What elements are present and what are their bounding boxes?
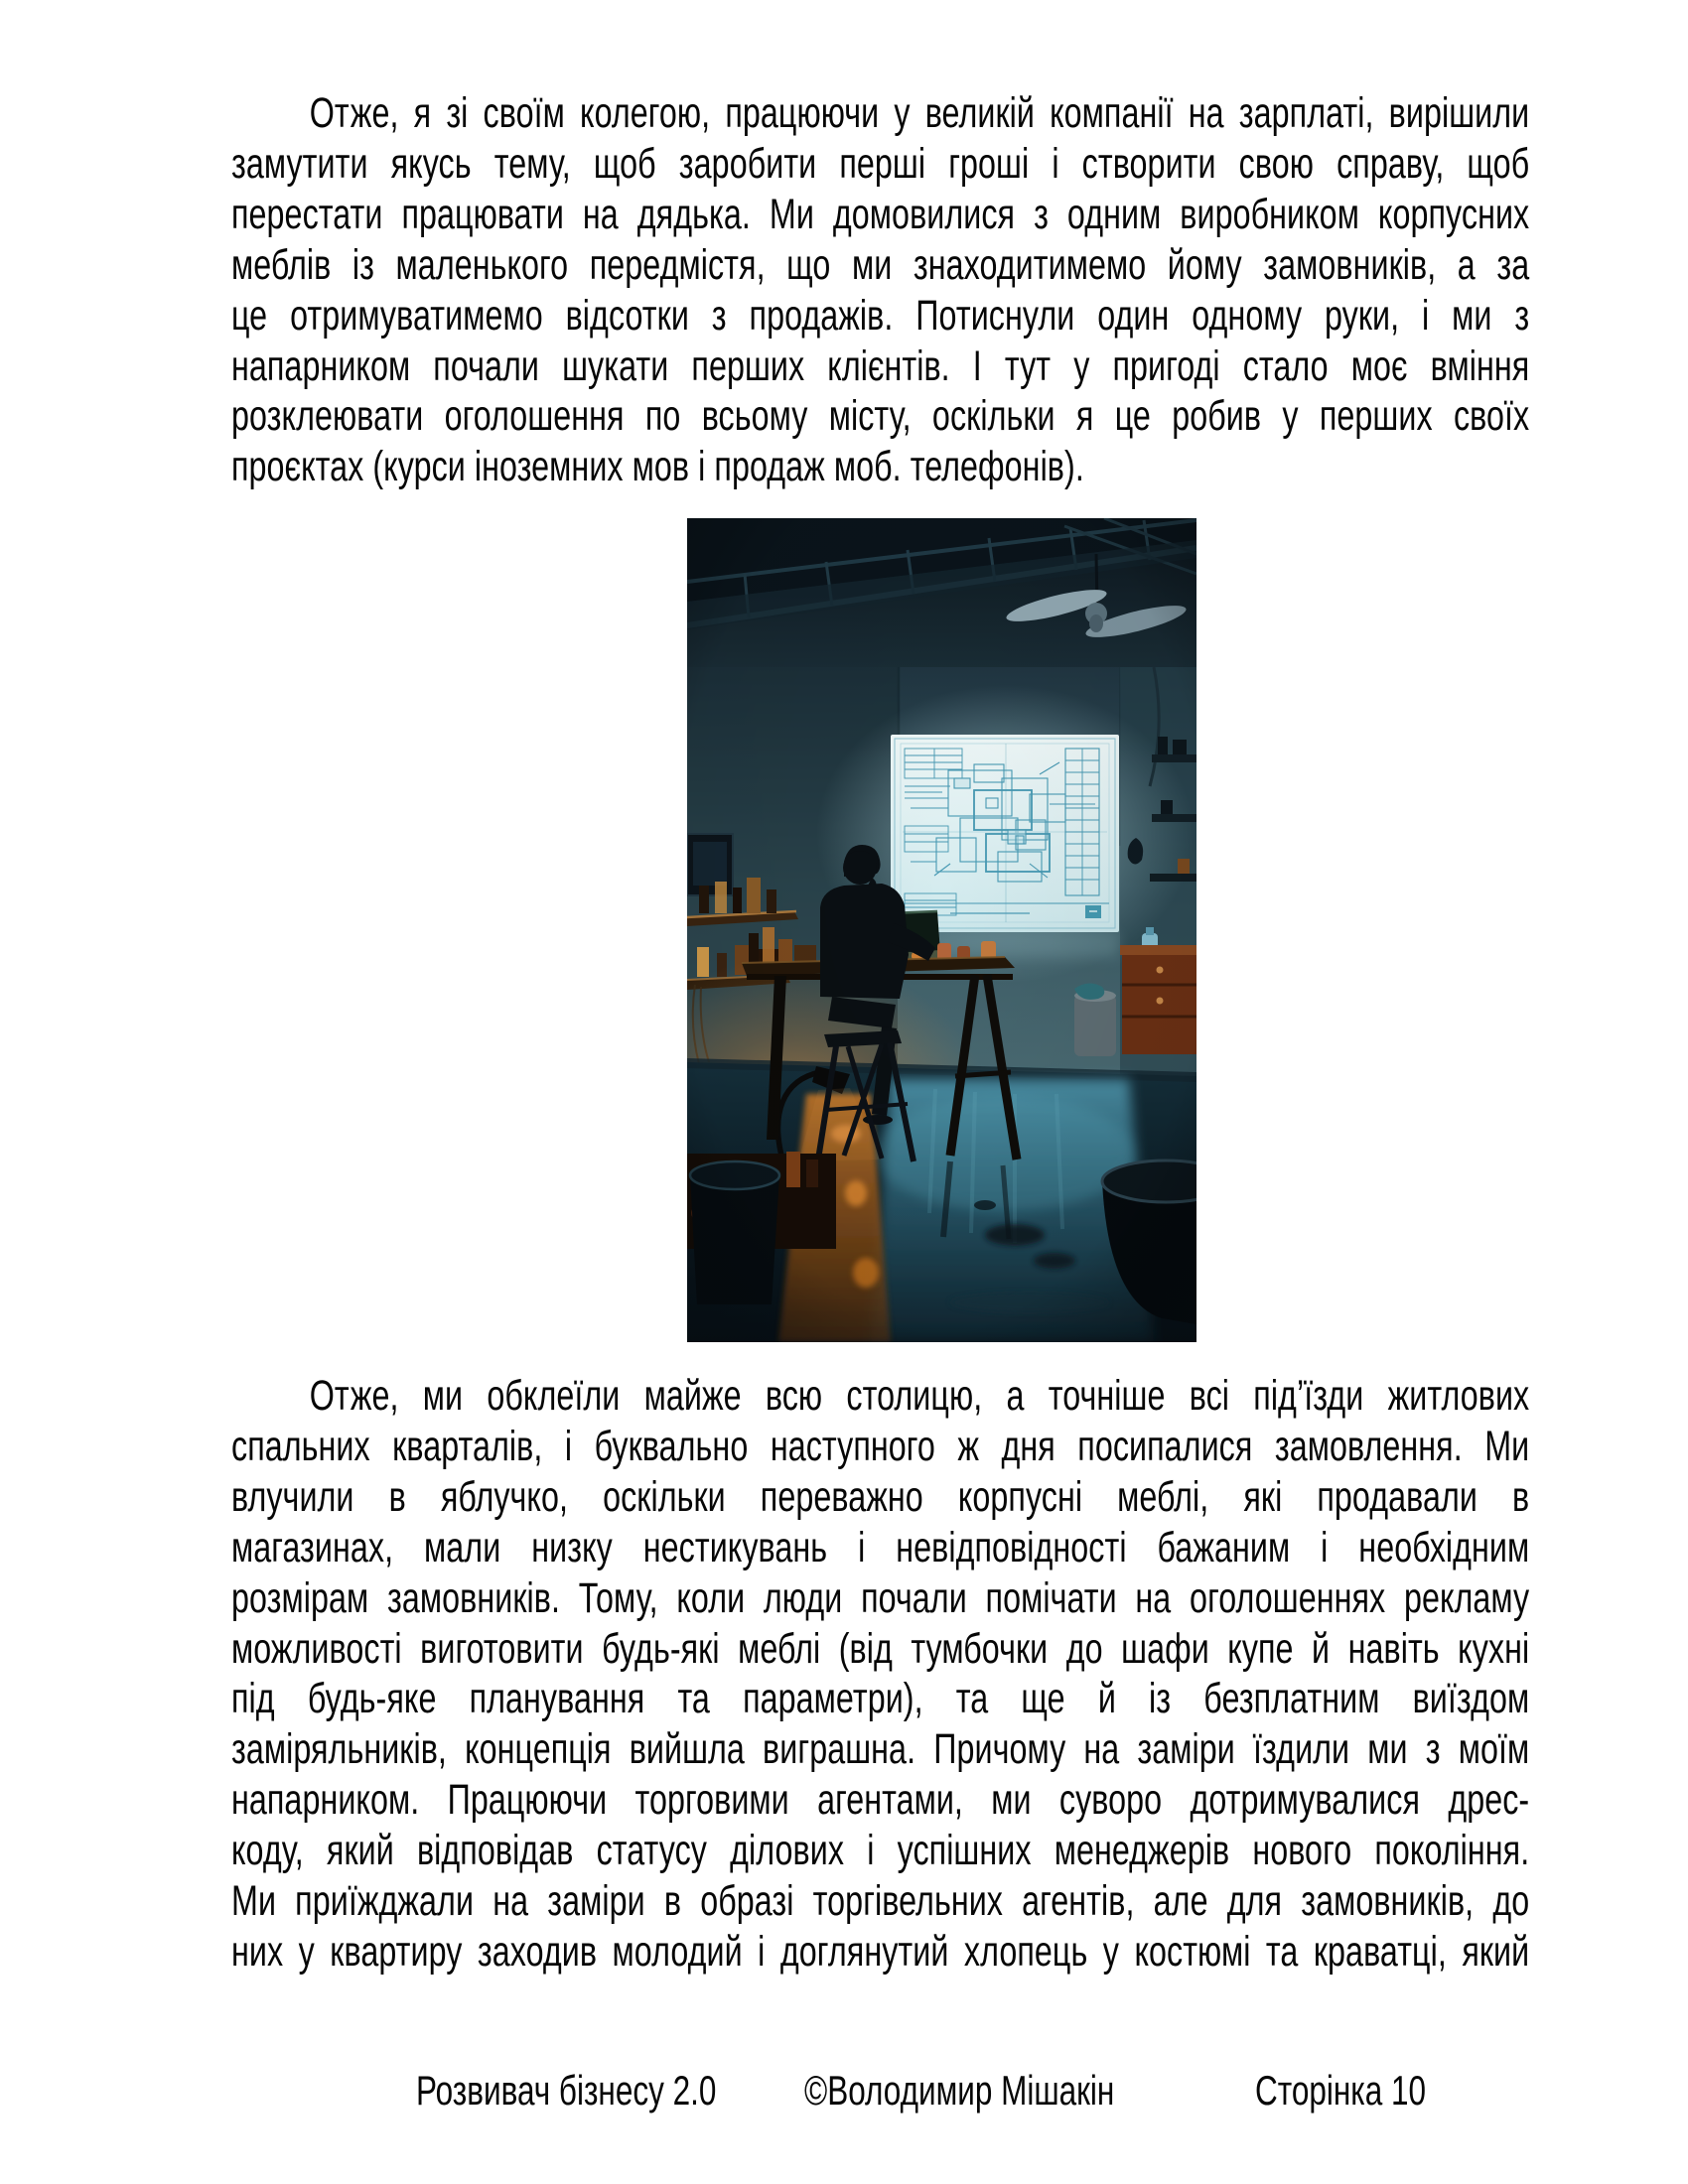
workshop-photo — [687, 518, 1196, 1342]
text-line: розмірам замовників. Тому, коли люди почали помічати на оголошеннях рекламу — [231, 1573, 1530, 1622]
text-line: коду, який відповідав статусу ділових і успішних менеджерів нового покоління. — [231, 1827, 1530, 1875]
footer-copyright: ©Володимир Мішакін — [804, 2067, 1115, 2114]
text-line: них у квартиру заходив молодий і доглянутий хлопець у костюмі та краватці, який — [231, 1927, 1530, 1976]
text-line: перестати працювати на дядька. Ми домовилися з одним виробником корпусних — [231, 190, 1530, 238]
text-line: магазинах, мали низку нестикувань і невідповідності бажаним і необхідним — [231, 1523, 1530, 1571]
text-line: влучили в яблучко, оскільки переважно корпусні меблі, які продавали в — [231, 1472, 1530, 1521]
text-line: Ми приїжджали на заміри в образі торгівельних агентів, але для замовників, до — [231, 1877, 1530, 1926]
text-line: розклеювати оголошення по всьому місту, оскільки я це робив у перших своїх — [231, 392, 1530, 441]
paragraph-2 — [231, 1371, 1529, 1978]
photo-vignette — [687, 518, 1196, 1342]
footer-page-number: Сторінка 10 — [1255, 2067, 1427, 2114]
footer-book-title: Розвивач бізнесу 2.0 — [416, 2067, 717, 2114]
text-line: можливості виготовити будь-які меблі (від тумбочки до шафи купе й навіть кухні — [231, 1624, 1530, 1673]
text-line: меблів із маленького передмістя, що ми знаходитимемо йому замовників, а за — [231, 240, 1530, 289]
text-line: під будь-яке планування та параметри), та ще й із безплатним виїздом — [231, 1675, 1530, 1723]
text-line: напарником. Працюючи торговими агентами, ми суворо дотримувалися дрес- — [231, 1776, 1530, 1825]
text-line: проєктах (курси іноземних мов і продаж моб. телефонів). — [231, 443, 1084, 491]
text-line: Отже, я зі своїм колегою, працюючи у великій компанії на зарплаті, вирішили — [309, 89, 1530, 137]
workshop-photo-image — [687, 518, 1196, 1342]
text-line: Отже, ми обклеїли майже всю столицю, а точніше всі під’їзди житлових — [309, 1372, 1530, 1420]
text-line: спальних кварталів, і буквально наступного ж дня посипалися замовлення. Ми — [231, 1422, 1530, 1470]
text-line: це отримуватимемо відсотки з продажів. Потиснули один одному руки, і ми з — [231, 291, 1530, 340]
text-line: напарником почали шукати перших клієнтів. І тут у пригоді стало моє вміння — [231, 341, 1530, 390]
text-line: замутити якусь тему, щоб заробити перші гроші і створити свою справу, щоб — [231, 139, 1530, 188]
paragraph-1 — [231, 88, 1529, 492]
text-line: заміряльників, концепція вийшла виграшна. Причому на заміри їздили ми з моїм — [231, 1725, 1530, 1774]
